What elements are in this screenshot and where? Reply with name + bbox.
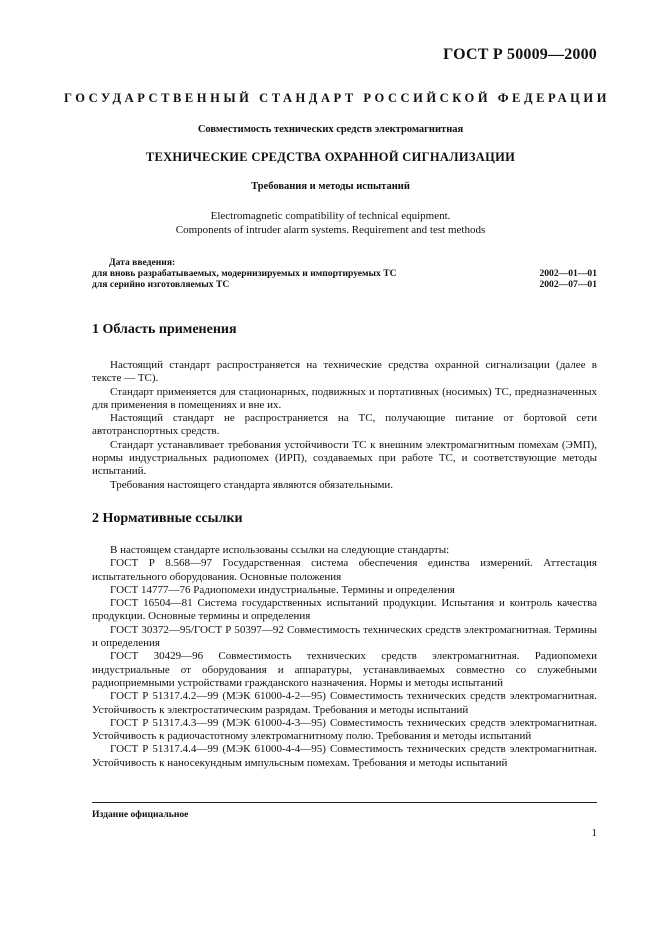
section-2-body <box>92 544 597 770</box>
main-title: ТЕХНИЧЕСКИЕ СРЕДСТВА ОХРАННОЙ СИГНАЛИЗАЦИИ <box>145 150 516 164</box>
reference-item: ГОСТ Р 51317.4.4—99 (МЭК 61000-4-4—95) Совместимость технических средств электромагнитная. Устойчивость к наносекундным импульсным помехам. Требования и методы испытаний <box>92 743 597 769</box>
document-code: ГОСТ Р 50009—2000 <box>443 46 597 63</box>
english-title-line-2: Components of intruder alarm systems. Requirement and test methods <box>175 224 486 236</box>
paragraph: Требования настоящего стандарта являются обязательными. <box>110 478 394 491</box>
introduction-heading: Дата введения: <box>109 257 176 268</box>
section-2-heading: 2 Нормативные ссылки <box>92 511 243 526</box>
edition-note: Издание официальное <box>92 809 189 820</box>
reference-item: ГОСТ Р 51317.4.3—99 (МЭК 61000-4-3—95) Совместимость технических средств электромагнитная. Устойчивость к радиочастотному электромагнитному полю. Требования и методы испытаний <box>92 716 597 743</box>
section-1-body <box>92 359 597 492</box>
paragraph: Настоящий стандарт не распространяется на ТС, получающие питание от бортовой сети автотранспортных средств. <box>92 412 597 438</box>
paragraph: Настоящий стандарт распространяется на технические средства охранной сигнализации (далее в тексте — ТС). <box>92 359 597 385</box>
page-number: 1 <box>591 827 597 839</box>
footer-divider <box>92 802 597 803</box>
state-standard-title: ГОСУДАРСТВЕННЫЙ СТАНДАРТ РОССИЙСКОЙ ФЕДЕРАЦИИ <box>64 91 610 105</box>
subject-line: Совместимость технических средств электромагнитная <box>197 124 464 135</box>
paragraph: В настоящем стандарте использованы ссылки на следующие стандарты: <box>110 544 450 556</box>
english-title-line-1: Electromagnetic compatibility of technical equipment. <box>210 210 451 222</box>
introduction-row <box>92 279 597 290</box>
sub-title: Требования и методы испытаний <box>251 181 410 192</box>
introduction-label: для серийно изготовляемых ТС <box>92 279 230 290</box>
section-1-heading: 1 Область применения <box>92 322 237 337</box>
introduction-dates <box>92 257 597 290</box>
reference-item: ГОСТ 30372—95/ГОСТ Р 50397—92 Совместимость технических средств электромагнитная. Термины и определения <box>92 623 597 650</box>
reference-item: ГОСТ 30429—96 Совместимость технических средств электромагнитная. Радиопомехи индустриальные от оборудования и аппаратуры, устанавливаемых совместно со служебными радиоприемными устройствами гражданского назначения. Нормы и методы испытаний <box>92 650 597 689</box>
introduction-row <box>92 268 597 279</box>
introduction-date: 2002—07—01 <box>539 279 597 290</box>
paragraph: Стандарт применяется для стационарных, подвижных и портативных (носимых) ТС, предназначенных для применения в помещениях и вне их. <box>92 385 597 411</box>
introduction-label: для вновь разрабатываемых, модернизируемых и импортируемых ТС <box>92 268 397 279</box>
reference-item: ГОСТ Р 8.568—97 Государственная система обеспечения единства измерений. Аттестация испытательного оборудования. Основные положения <box>92 557 597 583</box>
reference-item: ГОСТ Р 51317.4.2—99 (МЭК 61000-4-2—95) Совместимость технических средств электромагнитная. Устойчивость к электростатическим разрядам. Требования и методы испытаний <box>92 690 597 716</box>
paragraph: Стандарт устанавливает требования устойчивости ТС к внешним электромагнитным помехам (ЭМП), нормы индустриальных радиопомех (ИРП), создаваемых при работе ТС, и соответствующие методы испытаний. <box>92 438 597 478</box>
reference-item: ГОСТ 16504—81 Система государственных испытаний продукции. Испытания и контроль качества продукции. Основные термины и определения <box>92 597 597 623</box>
introduction-date: 2002—01—01 <box>539 268 597 279</box>
reference-item: ГОСТ 14777—76 Радиопомехи индустриальные. Термины и определения <box>110 583 455 596</box>
